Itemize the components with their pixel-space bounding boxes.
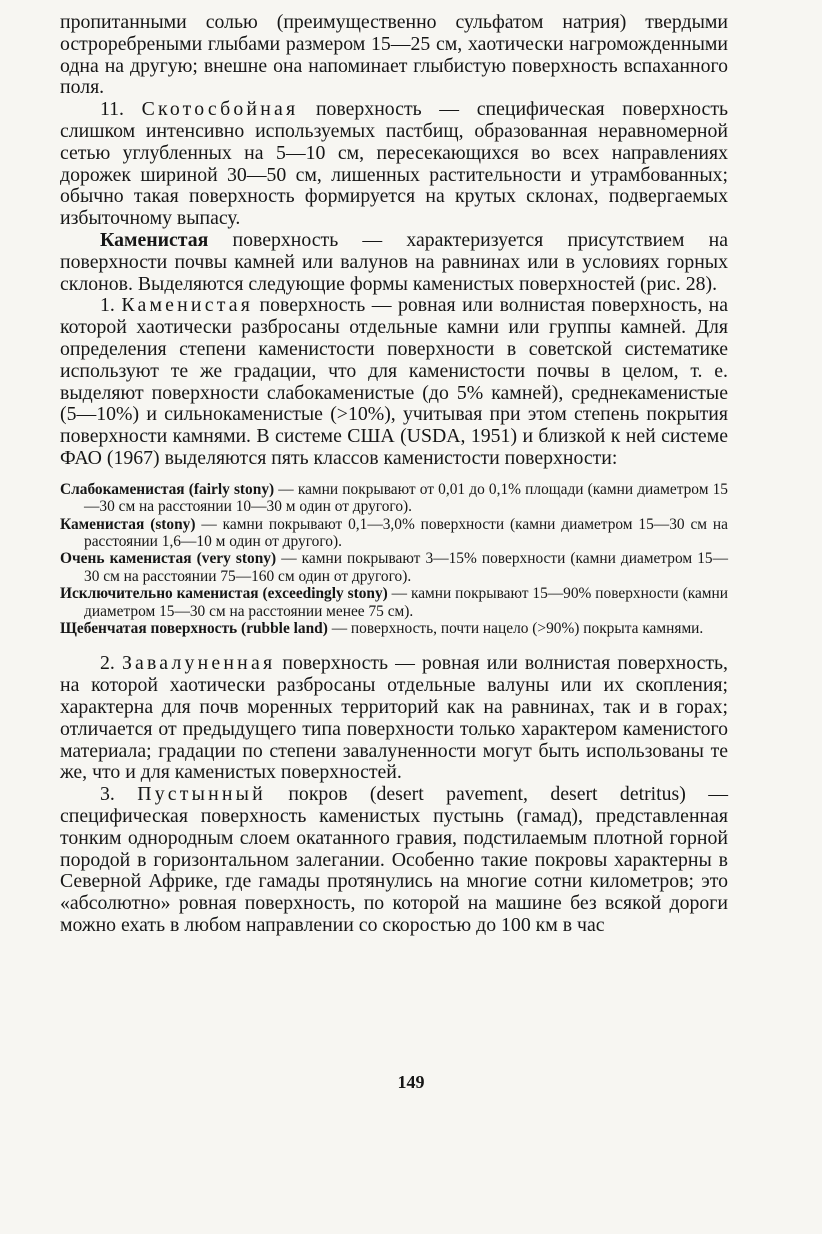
- item-number: 1.: [100, 294, 122, 317]
- class-entry: [60, 550, 728, 585]
- class-entry: [60, 620, 728, 637]
- paragraph-text: покров (desert pavement, desert detritus) — специфическая поверхность каменистых пустынь (гамад), представленная тонким однородным слоем окатанного гравия, подстилаемым плотной горной породой в горизонтальном залегании. Особенно такие покровы характерны в Северной Африке, где гамады протянулись на многие сотни километров; это «абсолютно» ровная поверхность, по которой на машине без всякой дороги можно ехать в любом направлении со скоростью до 100 км в час: [60, 783, 728, 936]
- class-name: Каменистая (stony): [60, 515, 196, 533]
- class-name: Щебенчатая поверхность (rubble land): [60, 619, 328, 637]
- paragraph-text: поверхность — ровная или волнистая поверхность, на которой хаотически разбросаны отдельные камни или группы камней. Для определения степени каменистости поверхности в советской систематике используют те же градации, что для каменистости почвы в целом, т. е. выделяют поверхности слабокаменистые (до 5% камней), среднекаменистые (5—10%) и сильнокаменистые (>10%), учитывая при этом степень покрытия поверхности камнями. В системе США (USDA, 1951) и близкой к ней системе ФАО (1967) выделяются пять классов каменистости поверхности:: [60, 294, 728, 469]
- paragraph-continued: [60, 12, 728, 99]
- item-number: 11.: [100, 98, 142, 121]
- spaced-term: Завалуненная: [121, 652, 276, 675]
- class-description: — камни покрывают 0,1—3,0% поверхности (камни диаметром 15—30 см на расстоянии 1,6—10 м один от другого).: [84, 515, 728, 550]
- paragraph-text: пропитанными солью (преимущественно сульфатом натрия) твердыми остроребреными глыбами размером 15—25 см, хаотически нагроможденными одна на другую; внешне она напоминает глыбистую поверхность вспаханного поля.: [60, 11, 728, 99]
- spaced-term: Пустынный: [137, 783, 266, 806]
- class-name: Исключительно каменистая (exceedingly stony): [60, 585, 388, 603]
- paragraph-kamenistaya-intro: [60, 230, 728, 295]
- class-description: — поверхность, почти нацело (>90%) покрыта камнями.: [327, 619, 704, 637]
- paragraph-pustynny: [60, 784, 728, 937]
- spaced-term: Каменистая: [121, 294, 254, 317]
- class-description: — камни покрывают 3—15% поверхности (камни диаметром 15—30 см на расстоянии 75—160 см один от другого).: [84, 550, 728, 585]
- spaced-term: Скотосбойная: [141, 98, 299, 121]
- class-entry: [60, 481, 728, 516]
- paragraph-text: поверхность — характеризуется присутствием на поверхности почвы камней или валунов на равнинах или в условиях горных склонов. Выделяются следующие формы каменистых поверхностей (рис. 28).: [60, 228, 728, 295]
- class-entry: [60, 516, 728, 551]
- item-number: 2.: [100, 652, 122, 675]
- paragraph-text: поверхность — специфическая поверхность слишком интенсивно используемых пастбищ, образованная неравномерной сетью углубленных на 5—10 см, пересекающихся во всех направлениях дорожек шириной 30—50 см, лишенных растительности и утрамбованных; обычно такая поверхность формируется на крутых склонах, подвергаемых избыточному выпасу.: [60, 98, 728, 230]
- class-entry: [60, 585, 728, 620]
- paragraph-text: поверхность — ровная или волнистая поверхность, на которой хаотически разбросаны отдельные валуны или их скопления; характерна для почв моренных территорий как на равнинах, так и в горах; отличается от предыдущего типа поверхности только характером каменистого материала; градации по степени завалуненности могут быть использованы те же, что и для каменистых поверхностей.: [60, 652, 728, 784]
- class-description: — камни покрывают 15—90% поверхности (камни диаметром 15—30 см на расстоянии менее 75 см).: [84, 585, 728, 620]
- text-column: [60, 12, 728, 937]
- class-name: Очень каменистая (very stony): [60, 550, 277, 568]
- paragraph-skotosboinaya: [60, 99, 728, 230]
- item-number: 3.: [100, 783, 138, 806]
- page-number: 149: [397, 1072, 425, 1092]
- paragraph-kamenistaya: [60, 295, 728, 469]
- stoniness-classes: [60, 481, 728, 638]
- bold-term: Каменистая: [100, 228, 209, 251]
- class-name: Слабокаменистая (fairly stony): [60, 480, 275, 498]
- paragraph-zavaluvennaya: [60, 653, 728, 784]
- class-description: — камни покрывают от 0,01 до 0,1% площади (камни диаметром 15—30 см на расстоянии 10—30 м один от другого).: [84, 480, 728, 516]
